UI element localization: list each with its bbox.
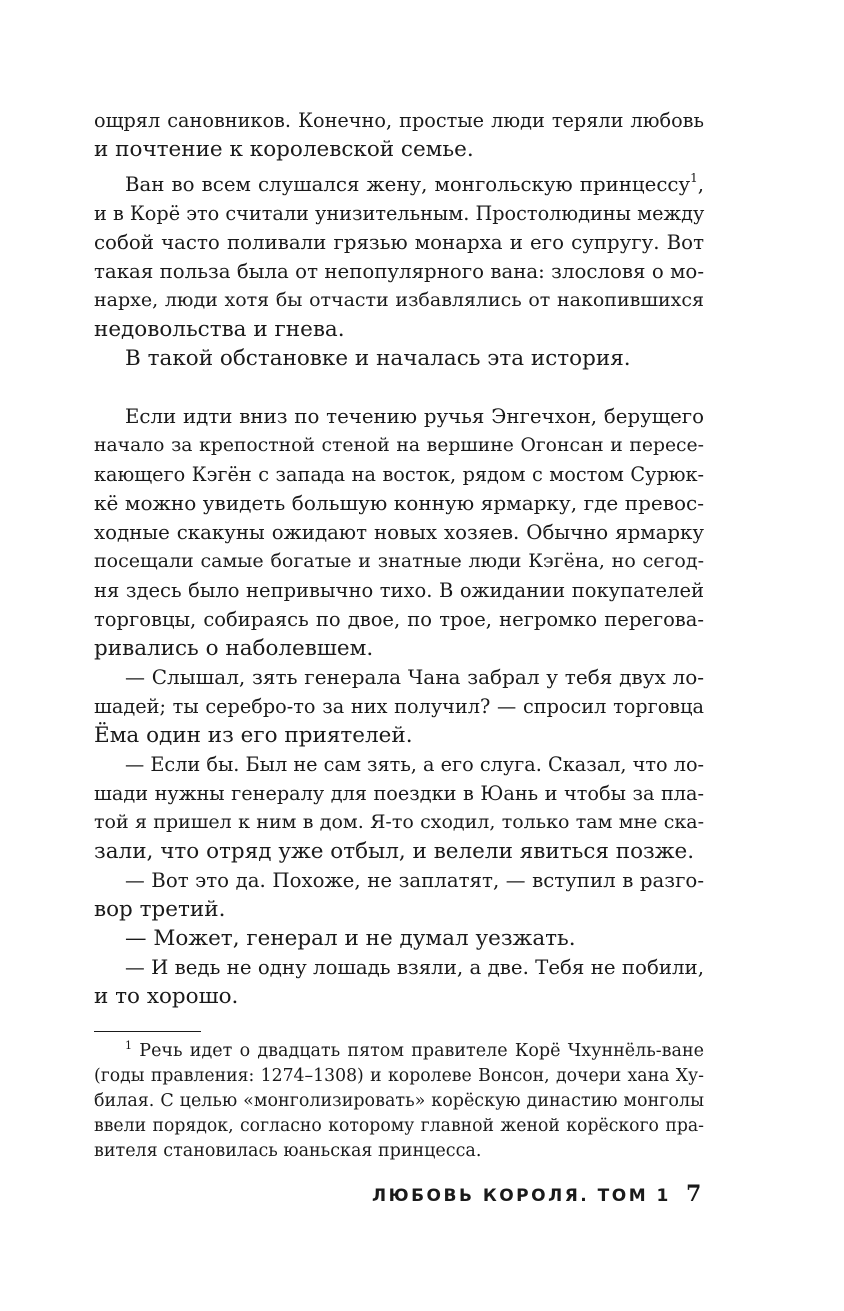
text-line: ня здесь было непривычно тихо. В ожидании покупателей (94, 579, 704, 602)
text-line: собой часто поливали грязью монарха и его супругу. Вот (94, 231, 704, 254)
text-line: торговцы, собираясь по двое, по трое, негромко перегова- (94, 608, 704, 631)
text-line: нархе, люди хотя бы отчасти избавлялись от накопившихся (94, 289, 704, 311)
text-line: — Если бы. Был не сам зять, а его слуга. Сказал, что ло- (125, 753, 705, 776)
text-line: — Может, генерал и не думал уезжать. (125, 926, 576, 951)
text-line: шадей; ты серебро-то за них получил? — спросил торговца (94, 695, 704, 718)
text-span: Ван во всем слушался жену, монгольскую принцессу (125, 173, 691, 196)
text-line: — Слышал, зять генерала Чана забрал у тебя двух ло- (125, 665, 704, 689)
text-line: недовольства и гнева. (94, 317, 345, 342)
text-line: шади нужны генералу для поездки в Юань и чтобы за пла- (94, 782, 704, 805)
text-line: посещали самые богатые и знатные люди Кэгёна, но сегод- (94, 550, 704, 572)
text-line: ощрял сановников. Конечно, простые люди теряли любовь (94, 109, 704, 132)
text-line: вор третий. (94, 897, 226, 922)
page-number: 7 (686, 1181, 702, 1207)
text-line: — И ведь не одну лошадь взяли, а две. Тебя не побили, (125, 956, 704, 979)
footnote-line: (годы правления: 1274–1308) и королеве Вонсон, дочери хана Ху- (94, 1066, 704, 1086)
text-line: такая польза была от непопулярного вана: злословя о мо- (94, 260, 704, 283)
text-line: Если идти вниз по течению ручья Энгечхон, берущего (125, 405, 704, 428)
footnote-ref[interactable]: 1 (690, 171, 698, 185)
text-line: и почтение к королевской семье. (94, 137, 474, 162)
text-line: кающего Кэгён с запада на восток, рядом с мостом Сурюк- (94, 463, 704, 486)
footnote-line (94, 1039, 704, 1064)
text-span: Речь идет о двадцать пятом правителе Корё Чхуннёль-ване (139, 1041, 704, 1061)
text-line: и то хорошо. (94, 984, 239, 1009)
running-title: ЛЮБОВЬ КОРОЛЯ. ТОМ 1 (372, 1186, 671, 1206)
text-line: ходные скакуны ожидают новых хозяев. Обычно ярмарку (94, 521, 704, 544)
text-line: и в Корё это считали унизительным. Простолюдины между (94, 202, 705, 225)
text-line (94, 170, 704, 199)
footnote-line: вителя становилась юаньская принцесса. (94, 1141, 482, 1161)
footnote-line: ввели порядок, согласно которому главной женой корёского пра- (94, 1116, 704, 1136)
text-line: зали, что отряд уже отбыл, и велели явиться позже. (94, 839, 695, 864)
text-line: кё можно увидеть большую конную ярмарку, где превос- (94, 491, 704, 515)
footnote-line: билая. С целью «монголизировать» корёскую династию монголы (94, 1091, 704, 1111)
text-line: — Вот это да. Похоже, не заплатят, — вступил в разго- (125, 869, 704, 892)
text-line: начало за крепостной стеной на вершине Огонсан и пересе- (94, 435, 704, 456)
footnote-divider (94, 1031, 201, 1032)
text-line: В такой обстановке и началась эта история. (125, 346, 631, 371)
footnote-marker: 1 (125, 1039, 132, 1052)
text-line: ривались о наболевшем. (94, 636, 374, 661)
text-span: , (697, 173, 704, 196)
text-line: той я пришел к ним в дом. Я-то сходил, только там мне ска- (94, 811, 704, 833)
text-line: Ёма один из его приятелей. (94, 723, 413, 748)
